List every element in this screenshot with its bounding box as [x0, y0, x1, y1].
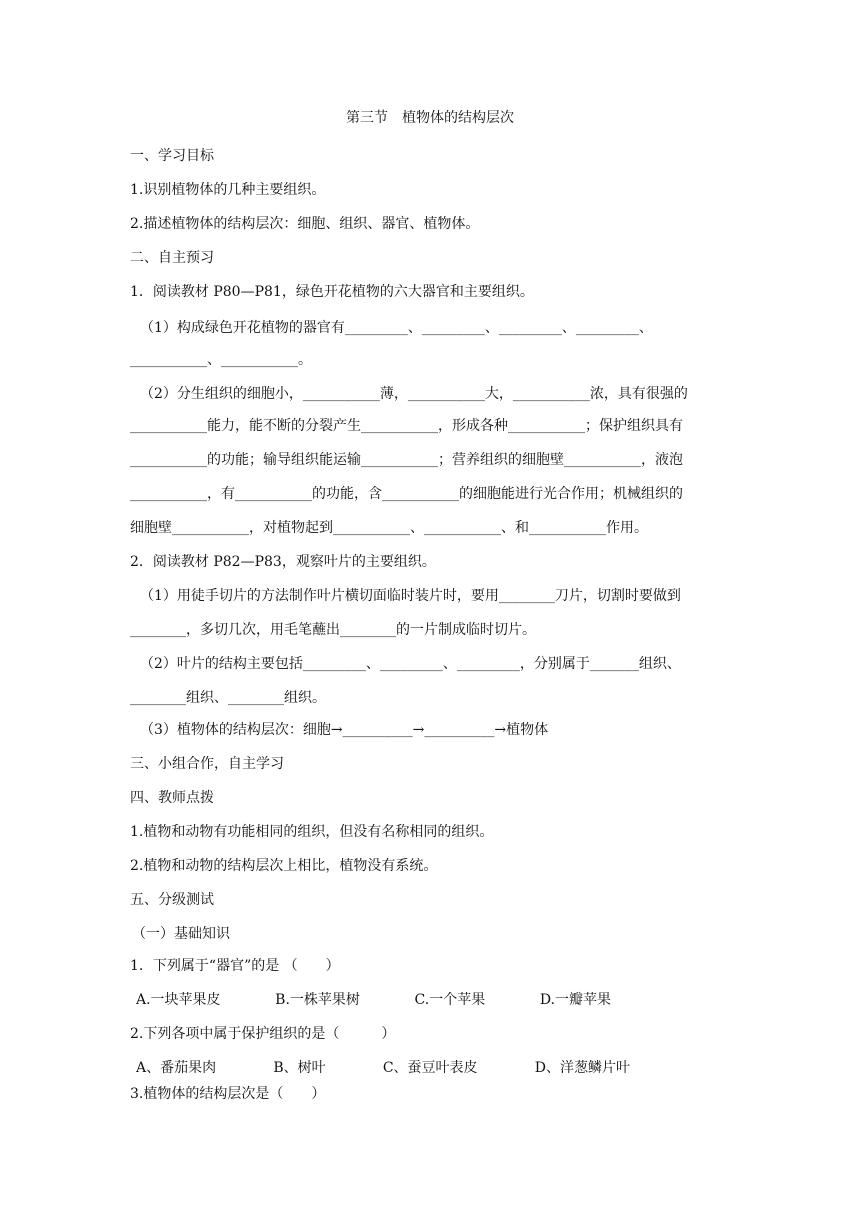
goal-1: 1.识别植物体的几种主要组织。	[130, 182, 326, 198]
preview-item-1: 1．阅读教材 P80—P81，绿色开花植物的六大器官和主要组织。	[130, 284, 534, 300]
mc-question-2: 2.下列各项中属于保护组织的是（ ）	[130, 1026, 396, 1042]
mc1-option-d: D.一瓣苹果	[539, 992, 611, 1008]
mc2-option-b: B、树叶	[273, 1060, 326, 1076]
question-2-1-line-2: ________，多切几次，用毛笔蘸出________的一片制成临时切片。	[130, 622, 536, 638]
mc-question-3: 3.植物体的结构层次是（ ）	[130, 1086, 326, 1102]
question-2-2-line-2: ________组织、________组织。	[130, 690, 326, 706]
tip-1: 1.植物和动物有功能相同的组织，但没有名称相同的组织。	[130, 824, 494, 840]
section-heading-goals: 一、学习目标	[130, 148, 214, 164]
question-1-2-line-3: ___________的功能；输导组织能运输___________；营养组织的细胞壁___________，液泡	[130, 452, 683, 468]
question-2-3: （3）植物体的结构层次：细胞→__________→__________→植物体	[140, 722, 549, 738]
section-heading-test: 五、分级测试	[130, 892, 214, 908]
section-heading-group: 三、小组合作，自主学习	[130, 756, 284, 772]
mc2-option-a: A、番茄果肉	[136, 1060, 217, 1076]
tip-2: 2.植物和动物的结构层次上相比，植物没有系统。	[130, 858, 438, 874]
mc2-option-c: C、蚕豆叶表皮	[382, 1060, 478, 1076]
mc-question-1: 1．下列属于“器官”的是 （ ）	[130, 958, 340, 974]
question-1-2-line-5: 细胞壁___________，对植物起到___________、___________、和___________作用。	[130, 520, 648, 536]
mc1-option-a: A.一块苹果皮	[136, 992, 221, 1008]
mc1-option-b: B.一株苹果树	[275, 992, 360, 1008]
question-2-2-line-1: （2）叶片的结构主要包括_________、_________、_________，分别属于_______组织、	[140, 656, 681, 672]
question-2-1-line-1: （1）用徒手切片的方法制作叶片横切面临时装片时，要用________刀片，切割时要做到	[140, 588, 681, 604]
mc-options-1	[136, 990, 611, 1010]
mc-options-2	[136, 1058, 630, 1078]
question-1-1-line-1: （1）构成绿色开花植物的器官有_________、_________、_________、_________、	[140, 320, 653, 336]
question-1-2-line-1: （2）分生组织的细胞小，___________薄，___________大，___________浓，具有很强的	[140, 386, 688, 402]
preview-item-2: 2．阅读教材 P82—P83，观察叶片的主要组织。	[130, 554, 436, 570]
question-1-2-line-2: ___________能力，能不断的分裂产生___________，形成各种___________；保护组织具有	[130, 418, 683, 434]
subsection-basic: （一）基础知识	[132, 926, 230, 942]
page-title: 第三节 植物体的结构层次	[346, 110, 514, 126]
section-heading-preview: 二、自主预习	[130, 250, 214, 266]
question-1-2-line-4: ___________，有___________的功能，含___________的细胞能进行光合作用；机械组织的	[130, 486, 683, 502]
goal-2: 2.描述植物体的结构层次：细胞、组织、器官、植物体。	[130, 216, 480, 232]
mc1-option-c: C.一个苹果	[414, 992, 486, 1008]
question-1-1-line-2: ___________、___________。	[130, 352, 312, 368]
section-heading-teacher: 四、教师点拨	[130, 790, 214, 806]
mc2-option-d: D、洋葱鳞片叶	[534, 1060, 630, 1076]
